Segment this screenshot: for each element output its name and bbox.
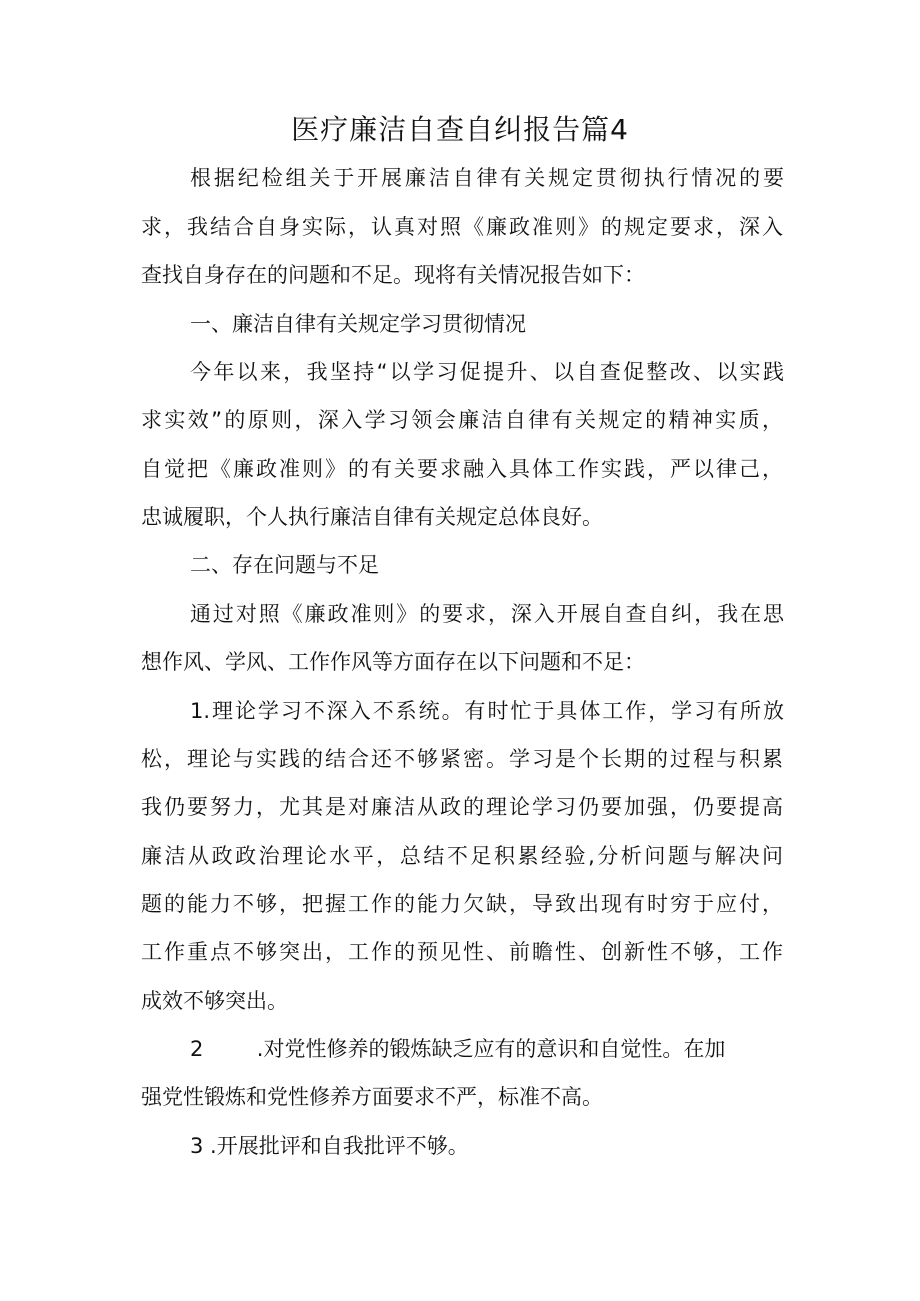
paragraph-line: 廉洁从政政治理论水平，总结不足积累经验,分析问题与解决问 <box>141 844 783 868</box>
document-title: 医疗廉洁自查自纠报告篇4 <box>291 113 629 146</box>
section-heading: 一、廉洁自律有关规定学习贯彻情况 <box>190 312 526 336</box>
paragraph-line: 题的能力不够，把握工作的能力欠缺，导致出现有时穷于应付， <box>141 892 783 916</box>
paragraph-line: 根据纪检组关于开展廉洁自律有关规定贯彻执行情况的要 <box>190 166 784 190</box>
paragraph-line: 3 .开展批评和自我批评不够。 <box>190 1134 469 1158</box>
paragraph-line: 1.理论学习不深入不系统。有时忙于具体工作，学习有所放 <box>190 699 784 723</box>
section-heading: 二、存在问题与不足 <box>190 553 379 577</box>
paragraph-line: 求，我结合自身实际，认真对照《廉政准则》的规定要求，深入 <box>141 215 783 239</box>
paragraph-line: 今年以来，我坚持“以学习促提升、以自查促整改、以实践 <box>190 360 784 384</box>
paragraph-line: 求实效”的原则，深入学习领会廉洁自律有关规定的精神实质， <box>141 408 783 432</box>
paragraph-line: 松，理论与实践的结合还不够紧密。学习是个长期的过程与积累 <box>141 747 783 771</box>
paragraph-line: 强党性锻炼和党性修养方面要求不严，标准不高。 <box>141 1085 603 1109</box>
paragraph-line: 2 .对党性修养的锻炼缺乏应有的意识和自觉性。在加 <box>190 1037 726 1061</box>
paragraph-line: 想作风、学风、工作作风等方面存在以下问题和不足： <box>141 650 645 674</box>
paragraph-line: 查找自身存在的问题和不足。现将有关情况报告如下： <box>141 263 645 287</box>
paragraph-line: 我仍要努力，尤其是对廉洁从政的理论学习仍要加强，仍要提高 <box>141 795 783 819</box>
paragraph-line: 成效不够突出。 <box>141 989 288 1013</box>
paragraph-line: 自觉把《廉政准则》的有关要求融入具体工作实践，严以律己， <box>141 457 783 481</box>
paragraph-line: 忠诚履职，个人执行廉洁自律有关规定总体良好。 <box>141 505 603 529</box>
paragraph-line: 通过对照《廉政准则》的要求，深入开展自查自纠，我在思 <box>190 602 784 626</box>
paragraph-line: 工作重点不够突出，工作的预见性、前瞻性、创新性不够，工作 <box>141 940 783 964</box>
